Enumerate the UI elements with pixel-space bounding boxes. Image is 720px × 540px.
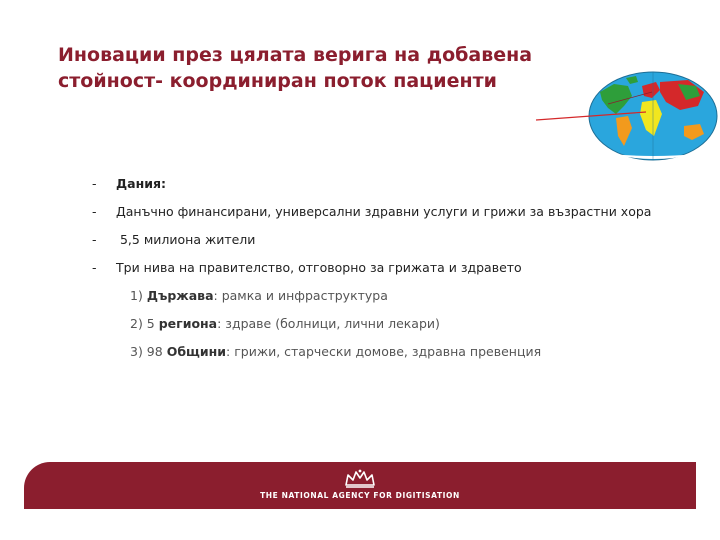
crown-logo-icon bbox=[343, 469, 377, 489]
world-map-icon bbox=[528, 70, 720, 162]
slide-title bbox=[58, 42, 558, 94]
level-number: 2) 5 bbox=[130, 316, 159, 331]
bullet-government bbox=[92, 260, 522, 275]
level-item-regions bbox=[130, 316, 440, 331]
bullet-country bbox=[92, 176, 166, 191]
bullet-dash: - bbox=[92, 204, 97, 219]
bullet-text: Данъчно финансирани, универсални здравни услуги и грижи за възрастни хора bbox=[116, 204, 652, 219]
level-description: : здраве (болници, лични лекари) bbox=[217, 316, 440, 331]
level-label: Общини bbox=[166, 344, 227, 359]
bullet-text: Три нива на правителство, отговорно за грижата и здравето bbox=[116, 260, 522, 275]
slide-title-line-2: стойност- координиран поток пациенти bbox=[58, 70, 497, 92]
level-number: 1) bbox=[130, 288, 147, 303]
level-description: : рамка и инфраструктура bbox=[213, 288, 388, 303]
bullet-text: Дания: bbox=[116, 176, 166, 191]
level-item-state bbox=[130, 288, 388, 303]
level-label: региона bbox=[158, 316, 218, 331]
bullet-dash: - bbox=[92, 260, 97, 275]
bullet-dash: - bbox=[92, 176, 97, 191]
bullet-dash: - bbox=[92, 232, 97, 247]
bullet-population bbox=[92, 232, 255, 247]
level-number: 3) 98 bbox=[130, 344, 167, 359]
footer-banner bbox=[24, 462, 696, 509]
level-label: Държава bbox=[146, 288, 214, 303]
level-item-municipalities bbox=[130, 344, 541, 359]
footer-agency-name: THE NATIONAL AGENCY FOR DIGITISATION bbox=[260, 491, 460, 500]
bullet-text: 5,5 милиона жители bbox=[116, 232, 256, 247]
level-description: : грижи, старчески домове, здравна превенция bbox=[226, 344, 542, 359]
bullet-healthcare bbox=[92, 204, 651, 219]
slide-title-line-1: Иновации през цялата верига на добавена bbox=[58, 44, 533, 66]
